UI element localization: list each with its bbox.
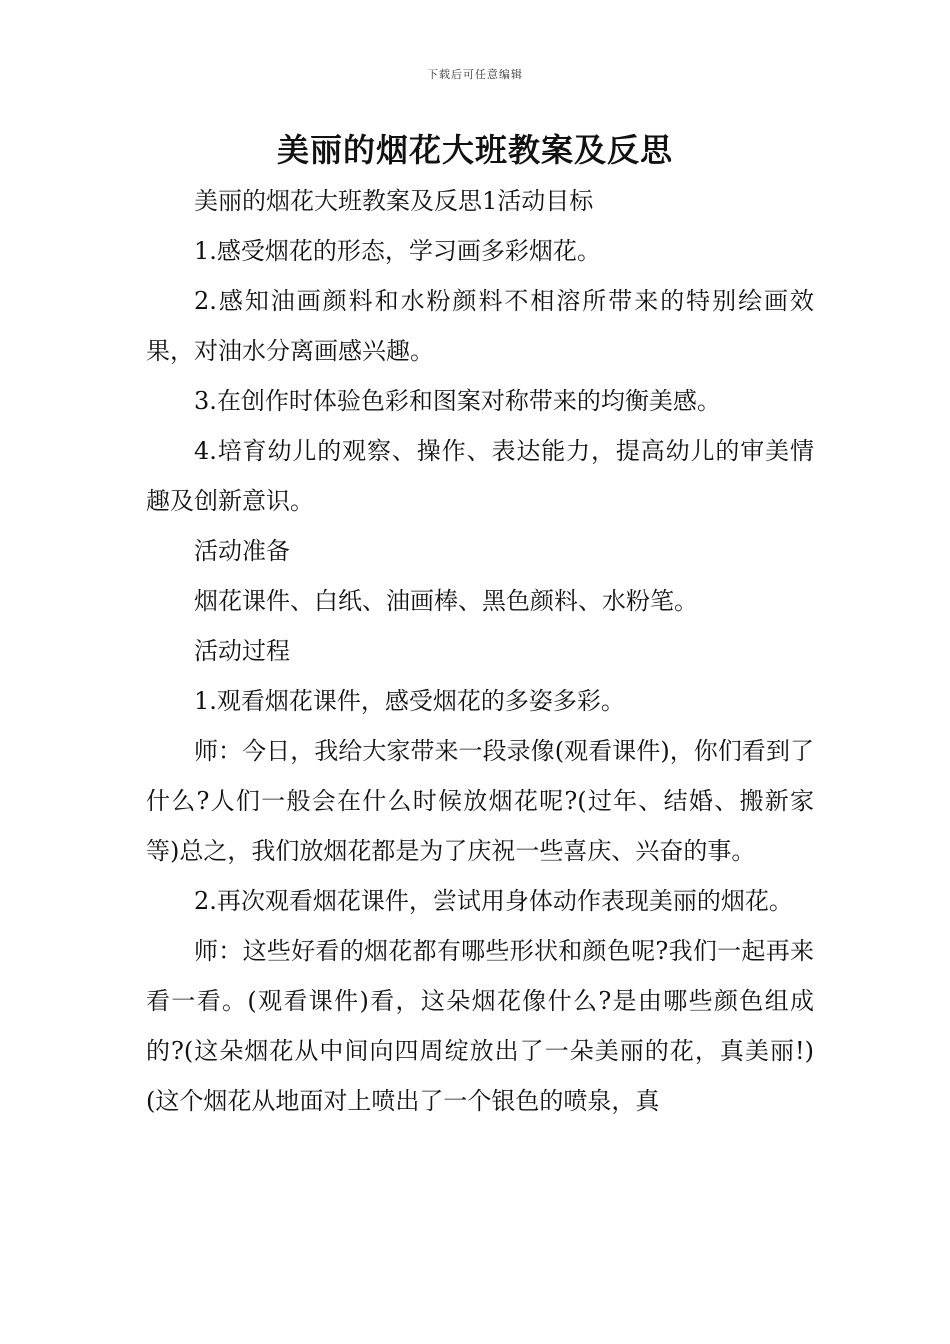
- section-heading-preparation: 活动准备: [194, 537, 290, 565]
- paragraph-goal-2: 2.感知油画颜料和水粉颜料不相溶所带来的特别绘画效果，对油水分离画感兴趣。: [146, 287, 814, 365]
- paragraph-step-2: 2.再次观看烟花课件，尝试用身体动作表现美丽的烟花。: [194, 887, 793, 915]
- header-note: 下载后可任意编辑: [427, 68, 523, 81]
- document-body: [146, 176, 814, 1126]
- paragraph-teacher-2: 师：这些好看的烟花都有哪些形状和颜色呢?我们一起再来看一看。(观看课件)看，这朵烟花像什么?是由哪些颜色组成的?(这朵烟花从中间向四周绽放出了一朵美丽的花，真美丽!)(这个烟花从地面对上喷出了一个银色的喷泉，真: [146, 937, 814, 1115]
- document-title: 美丽的烟花大班教案及反思: [276, 131, 673, 169]
- paragraph-goal-4: 4.培育幼儿的观察、操作、表达能力，提高幼儿的审美情趣及创新意识。: [146, 437, 814, 515]
- section-heading-process: 活动过程: [194, 637, 290, 665]
- paragraph-materials: 烟花课件、白纸、油画棒、黑色颜料、水粉笔。: [194, 587, 698, 615]
- paragraph-goal-3: 3.在创作时体验色彩和图案对称带来的均衡美感。: [194, 387, 721, 415]
- paragraph-teacher-1: 师：今日，我给大家带来一段录像(观看课件)，你们看到了什么?人们一般会在什么时候放烟花呢?(过年、结婚、搬新家等)总之，我们放烟花都是为了庆祝一些喜庆、兴奋的事。: [146, 737, 814, 865]
- paragraph-intro: 美丽的烟花大班教案及反思1活动目标: [194, 187, 594, 215]
- paragraph-step-1: 1.观看烟花课件，感受烟花的多姿多彩。: [194, 687, 625, 715]
- paragraph-goal-1: 1.感受烟花的形态，学习画多彩烟花。: [194, 237, 601, 265]
